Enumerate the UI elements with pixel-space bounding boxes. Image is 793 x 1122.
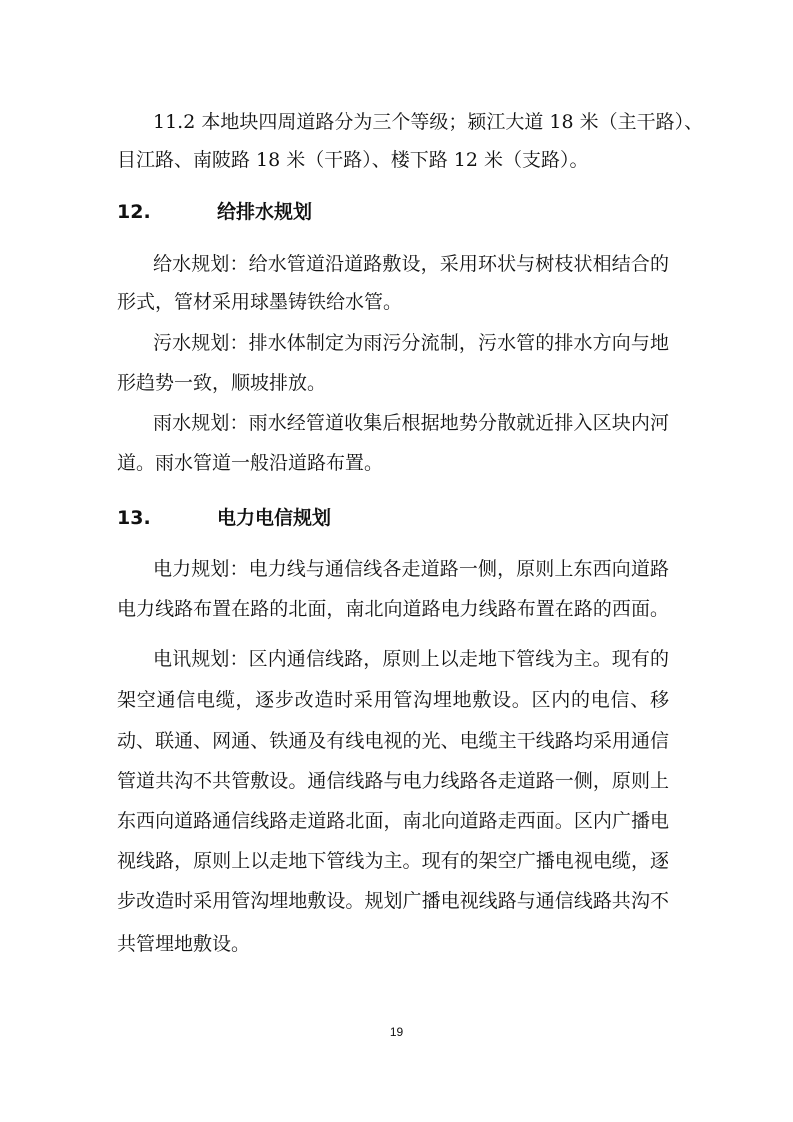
text-line: 共管埋地敷设。 — [117, 933, 251, 955]
text-line: 污水规划：排水体制定为雨污分流制，污水管的排水方向与地 — [153, 332, 669, 354]
text-line: 道。雨水管道一般沿道路布置。 — [117, 452, 384, 474]
text-line: 形式，管材采用球墨铸铁给水管。 — [117, 291, 403, 313]
text-line: 视线路，原则上以走地下管线为主。现有的架空广播电视电缆，逐 — [117, 850, 669, 872]
text-line: 步改造时采用管沟埋地敷设。规划广播电视线路与通信线路共沟不 — [117, 890, 669, 912]
text-line: 电力线路布置在路的北面，南北向道路电力线路布置在路的西面。 — [117, 598, 669, 620]
text-line: 管道共沟不共管敷设。通信线路与电力线路各走道路一侧，原则上 — [117, 770, 669, 792]
text-line: 目江路、南陂路 18 米（干路）、楼下路 12 米（支路）。 — [117, 149, 589, 171]
text-line: 架空通信电缆，逐步改造时采用管沟埋地敷设。区内的电信、移 — [117, 689, 669, 711]
section-number: 12. — [117, 201, 151, 223]
text-line: 雨水规划：雨水经管道收集后根据地势分散就近排入区块内河 — [153, 412, 669, 434]
text-line: 电讯规划：区内通信线路，原则上以走地下管线为主。现有的 — [153, 648, 669, 670]
section-title: 给排水规划 — [217, 201, 313, 223]
text-line: 电力规划：电力线与通信线各走道路一侧，原则上东西向道路 — [153, 558, 669, 580]
text-line: 动、联通、网通、铁通及有线电视的光、电缆主干线路均采用通信 — [117, 730, 669, 752]
page-number: 19 — [389, 1025, 404, 1039]
section-title: 电力电信规划 — [217, 507, 332, 529]
text-line: 形趋势一致，顺坡排放。 — [117, 372, 327, 394]
section-heading-13 — [117, 506, 331, 530]
section-number: 13. — [117, 507, 151, 529]
text-line: 给水规划：给水管道沿道路敷设，采用环状与树枝状相结合的 — [153, 253, 669, 275]
text-line: 11.2 本地块四周道路分为三个等级；颍江大道 18 米（主干路）、 — [153, 111, 704, 133]
section-heading-12 — [117, 200, 312, 224]
text-line: 东西向道路通信线路走道路北面，南北向道路走西面。区内广播电 — [117, 810, 669, 832]
